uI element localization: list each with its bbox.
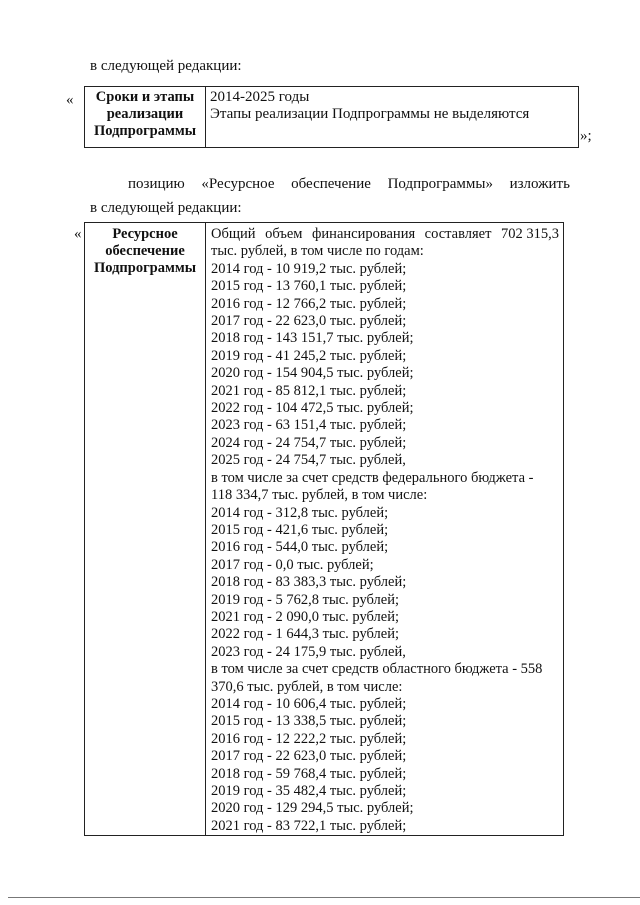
resource-body-cell (206, 223, 564, 836)
resource-line: 2024 год - 24 754,7 тыс. рублей; (211, 434, 407, 451)
timeline-table (84, 86, 579, 148)
timeline-body-line: 2014-2025 годы (210, 89, 310, 105)
resource-line: 2017 год - 0,0 тыс. рублей; (211, 556, 374, 573)
timeline-head-line: Сроки и этапы (95, 89, 195, 105)
resource-line: 2016 год - 12 222,2 тыс. рублей; (211, 730, 407, 747)
open-quote-1: « (66, 92, 74, 108)
resource-line: 2019 год - 41 245,2 тыс. рублей; (211, 347, 407, 364)
position-line (128, 176, 570, 193)
resource-line: 2017 год - 22 623,0 тыс. рублей; (211, 748, 407, 765)
timeline-head-cell (85, 87, 206, 148)
resource-line: 2016 год - 12 766,2 тыс. рублей; (211, 295, 407, 312)
resource-word: объем (265, 226, 303, 242)
resource-line: 2019 год - 5 762,8 тыс. рублей; (211, 591, 399, 608)
timeline-head-line: Подпрограммы (93, 123, 197, 139)
intro-text-2: в следующей редакции: (90, 200, 242, 216)
resource-line: 2021 год - 2 090,0 тыс. рублей; (211, 608, 399, 625)
close-quote-1: »; (580, 128, 592, 144)
resource-line: 2021 год - 85 812,1 тыс. рублей; (211, 382, 407, 399)
resource-line: 2015 год - 421,6 тыс. рублей; (211, 521, 389, 538)
resource-word: составляет (424, 226, 492, 242)
resource-head-line: обеспечение (105, 243, 185, 259)
resource-line: 2023 год - 24 175,9 тыс. рублей, (211, 643, 406, 660)
resource-line: в том числе за счет средств областного бюджета - 558 (211, 661, 543, 678)
position-word: обеспечение (291, 176, 371, 192)
resource-first-line (211, 226, 559, 243)
resource-word: Общий (211, 226, 256, 242)
resource-line: 2022 год - 104 472,5 тыс. рублей; (211, 400, 414, 417)
resource-line: 2014 год - 312,8 тыс. рублей; (211, 504, 389, 521)
position-word: «Ресурсное (201, 176, 275, 192)
resource-line: 2018 год - 143 151,7 тыс. рублей; (211, 330, 414, 347)
resource-line: 2018 год - 83 383,3 тыс. рублей; (211, 574, 407, 591)
resource-line: 2023 год - 63 151,4 тыс. рублей; (211, 417, 407, 434)
resource-line: 370,6 тыс. рублей, в том числе: (211, 678, 403, 695)
resource-line: 2025 год - 24 754,7 тыс. рублей, (211, 452, 406, 469)
position-word: изложить (509, 176, 570, 192)
resource-line: тыс. рублей, в том числе по годам: (211, 243, 424, 260)
intro-text-1: в следующей редакции: (90, 58, 242, 74)
resource-line: 2022 год - 1 644,3 тыс. рублей; (211, 626, 399, 643)
resource-line: 2019 год - 35 482,4 тыс. рублей; (211, 783, 407, 799)
resource-line: 2021 год - 83 722,1 тыс. рублей; (211, 817, 407, 834)
resource-head-cell (85, 223, 206, 836)
resource-head-line: Подпрограммы (93, 260, 197, 276)
position-word: позицию (128, 176, 185, 192)
timeline-head-line: реализации (106, 106, 184, 122)
open-quote-2: « (74, 226, 82, 242)
resource-word: 702 315,3 (500, 226, 559, 242)
resource-line: 2018 год - 59 768,4 тыс. рублей; (211, 765, 407, 782)
page-bottom-rule (8, 897, 640, 898)
resource-line: 2020 год - 129 294,5 тыс. рублей; (211, 800, 414, 817)
resource-line: в том числе за счет средств федерального бюджета - (211, 469, 534, 486)
resource-head-line: Ресурсное (112, 226, 178, 242)
resource-line: 2017 год - 22 623,0 тыс. рублей; (211, 313, 407, 330)
position-word: Подпрограммы» (387, 176, 493, 192)
resource-line: 2016 год - 544,0 тыс. рублей; (211, 539, 389, 556)
resource-line: 2020 год - 154 904,5 тыс. рублей; (211, 365, 414, 382)
timeline-body-line: Этапы реализации Подпрограммы не выделяются (210, 106, 530, 122)
timeline-body-cell (206, 87, 579, 148)
resource-line: 118 334,7 тыс. рублей, в том числе: (211, 487, 428, 504)
resource-word: финансирования (312, 226, 416, 242)
resource-line: 2015 год - 13 338,5 тыс. рублей; (211, 713, 407, 730)
resource-table (84, 222, 564, 836)
resource-line: 2014 год - 10 606,4 тыс. рублей; (211, 695, 407, 712)
resource-line: 2015 год - 13 760,1 тыс. рублей; (211, 278, 407, 295)
resource-line: 2014 год - 10 919,2 тыс. рублей; (211, 260, 407, 277)
